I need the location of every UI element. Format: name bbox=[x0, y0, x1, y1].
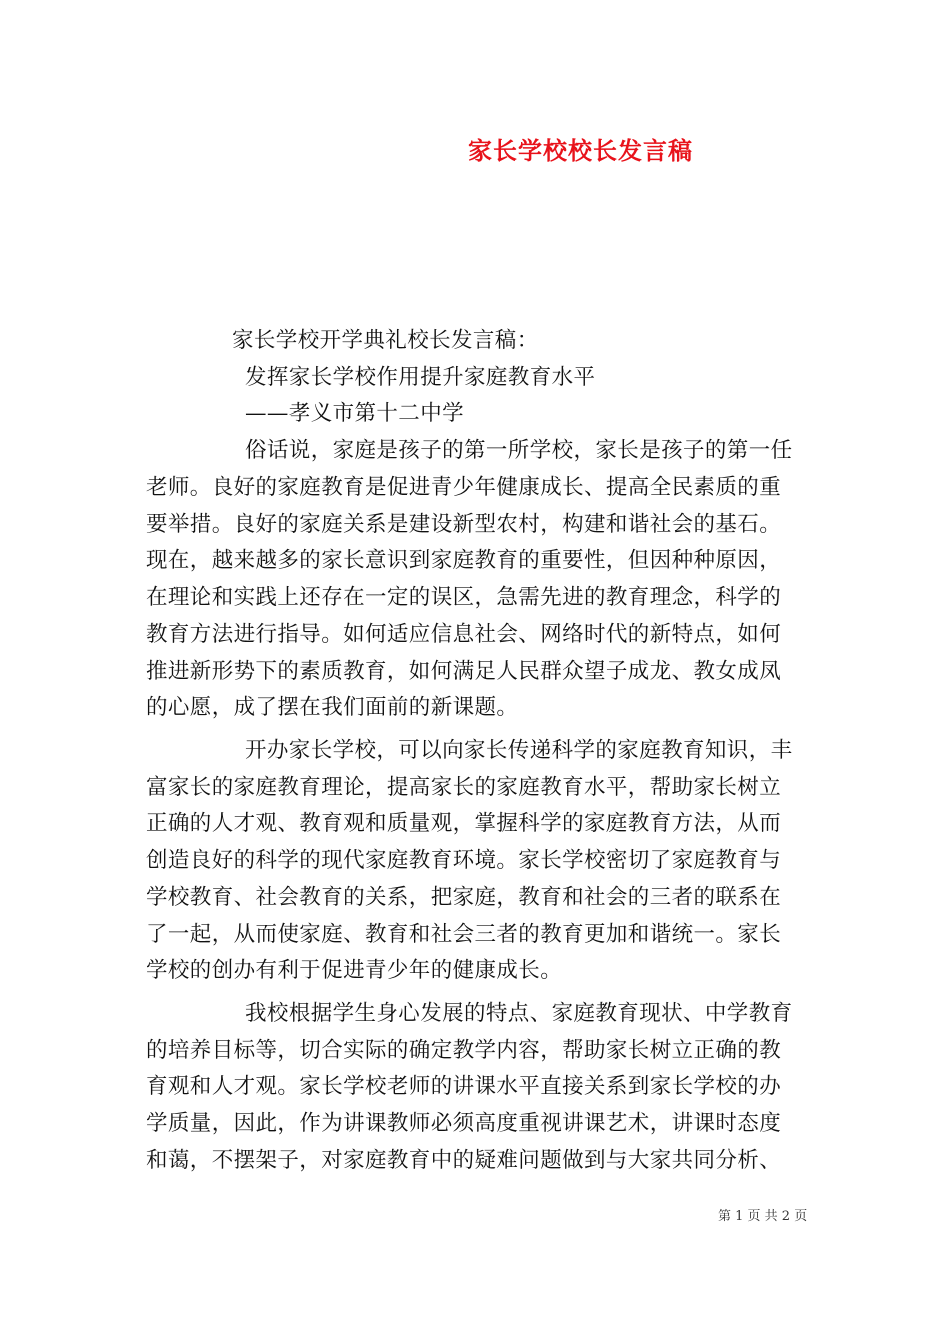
paragraph-3-line: 育观和人才观。家长学校老师的讲课水平直接关系到家长学校的办 bbox=[146, 1074, 782, 1099]
paragraph-3-line: 我校根据学生身心发展的特点、家庭教育现状、中学教育 bbox=[245, 1001, 793, 1026]
paragraph-2-line: 学校的创办有利于促进青少年的健康成长。 bbox=[146, 958, 563, 983]
paragraph-2-line: 创造良好的科学的现代家庭教育环境。家长学校密切了家庭教育与 bbox=[146, 848, 782, 873]
page-number-footer: 第 1 页 共 2 页 bbox=[718, 1209, 808, 1224]
paragraph-1-line: 俗话说，家庭是孩子的第一所学校，家长是孩子的第一任 bbox=[245, 438, 793, 463]
paragraph-1-line: 在理论和实践上还存在一定的误区，急需先进的教育理念，科学的 bbox=[146, 585, 782, 610]
paragraph-2-line: 正确的人才观、教育观和质量观，掌握科学的家庭教育方法，从而 bbox=[146, 811, 782, 836]
paragraph-1-line: 要举措。良好的家庭关系是建设新型农村，构建和谐社会的基石。 bbox=[146, 512, 782, 537]
paragraph-3-line: 学质量，因此，作为讲课教师必须高度重视讲课艺术，讲课时态度 bbox=[146, 1111, 782, 1136]
paragraph-1-line: 推进新形势下的素质教育，如何满足人民群众望子成龙、教女成凤 bbox=[146, 659, 782, 684]
paragraph-1-line: 教育方法进行指导。如何适应信息社会、网络时代的新特点，如何 bbox=[146, 622, 782, 647]
paragraph-2-line: 了一起，从而使家庭、教育和社会三者的教育更加和谐统一。家长 bbox=[146, 922, 782, 947]
subtitle-line: 发挥家长学校作用提升家庭教育水平 bbox=[245, 365, 596, 390]
paragraph-1-line: 的心愿，成了摆在我们面前的新课题。 bbox=[146, 695, 519, 720]
paragraph-3-line: 的培养目标等，切合实际的确定教学内容，帮助家长树立正确的教 bbox=[146, 1038, 782, 1063]
paragraph-1-line: 老师。良好的家庭教育是促进青少年健康成长、提高全民素质的重 bbox=[146, 475, 782, 500]
paragraph-2-line: 富家长的家庭教育理论，提高家长的家庭教育水平，帮助家长树立 bbox=[146, 775, 782, 800]
author-line: ——孝义市第十二中学 bbox=[245, 401, 465, 426]
document-title: 家长学校校长发言稿 bbox=[468, 136, 693, 165]
heading-line: 家长学校开学典礼校长发言稿： bbox=[232, 328, 539, 353]
paragraph-3-line: 和蔼，不摆架子，对家庭教育中的疑难问题做到与大家共同分析、 bbox=[146, 1148, 782, 1173]
paragraph-2-line: 学校教育、社会教育的关系，把家庭，教育和社会的三者的联系在 bbox=[146, 885, 782, 910]
paragraph-1-line: 现在，越来越多的家长意识到家庭教育的重要性，但因种种原因， bbox=[146, 548, 782, 573]
paragraph-2-line: 开办家长学校，可以向家长传递科学的家庭教育知识，丰 bbox=[245, 738, 793, 763]
